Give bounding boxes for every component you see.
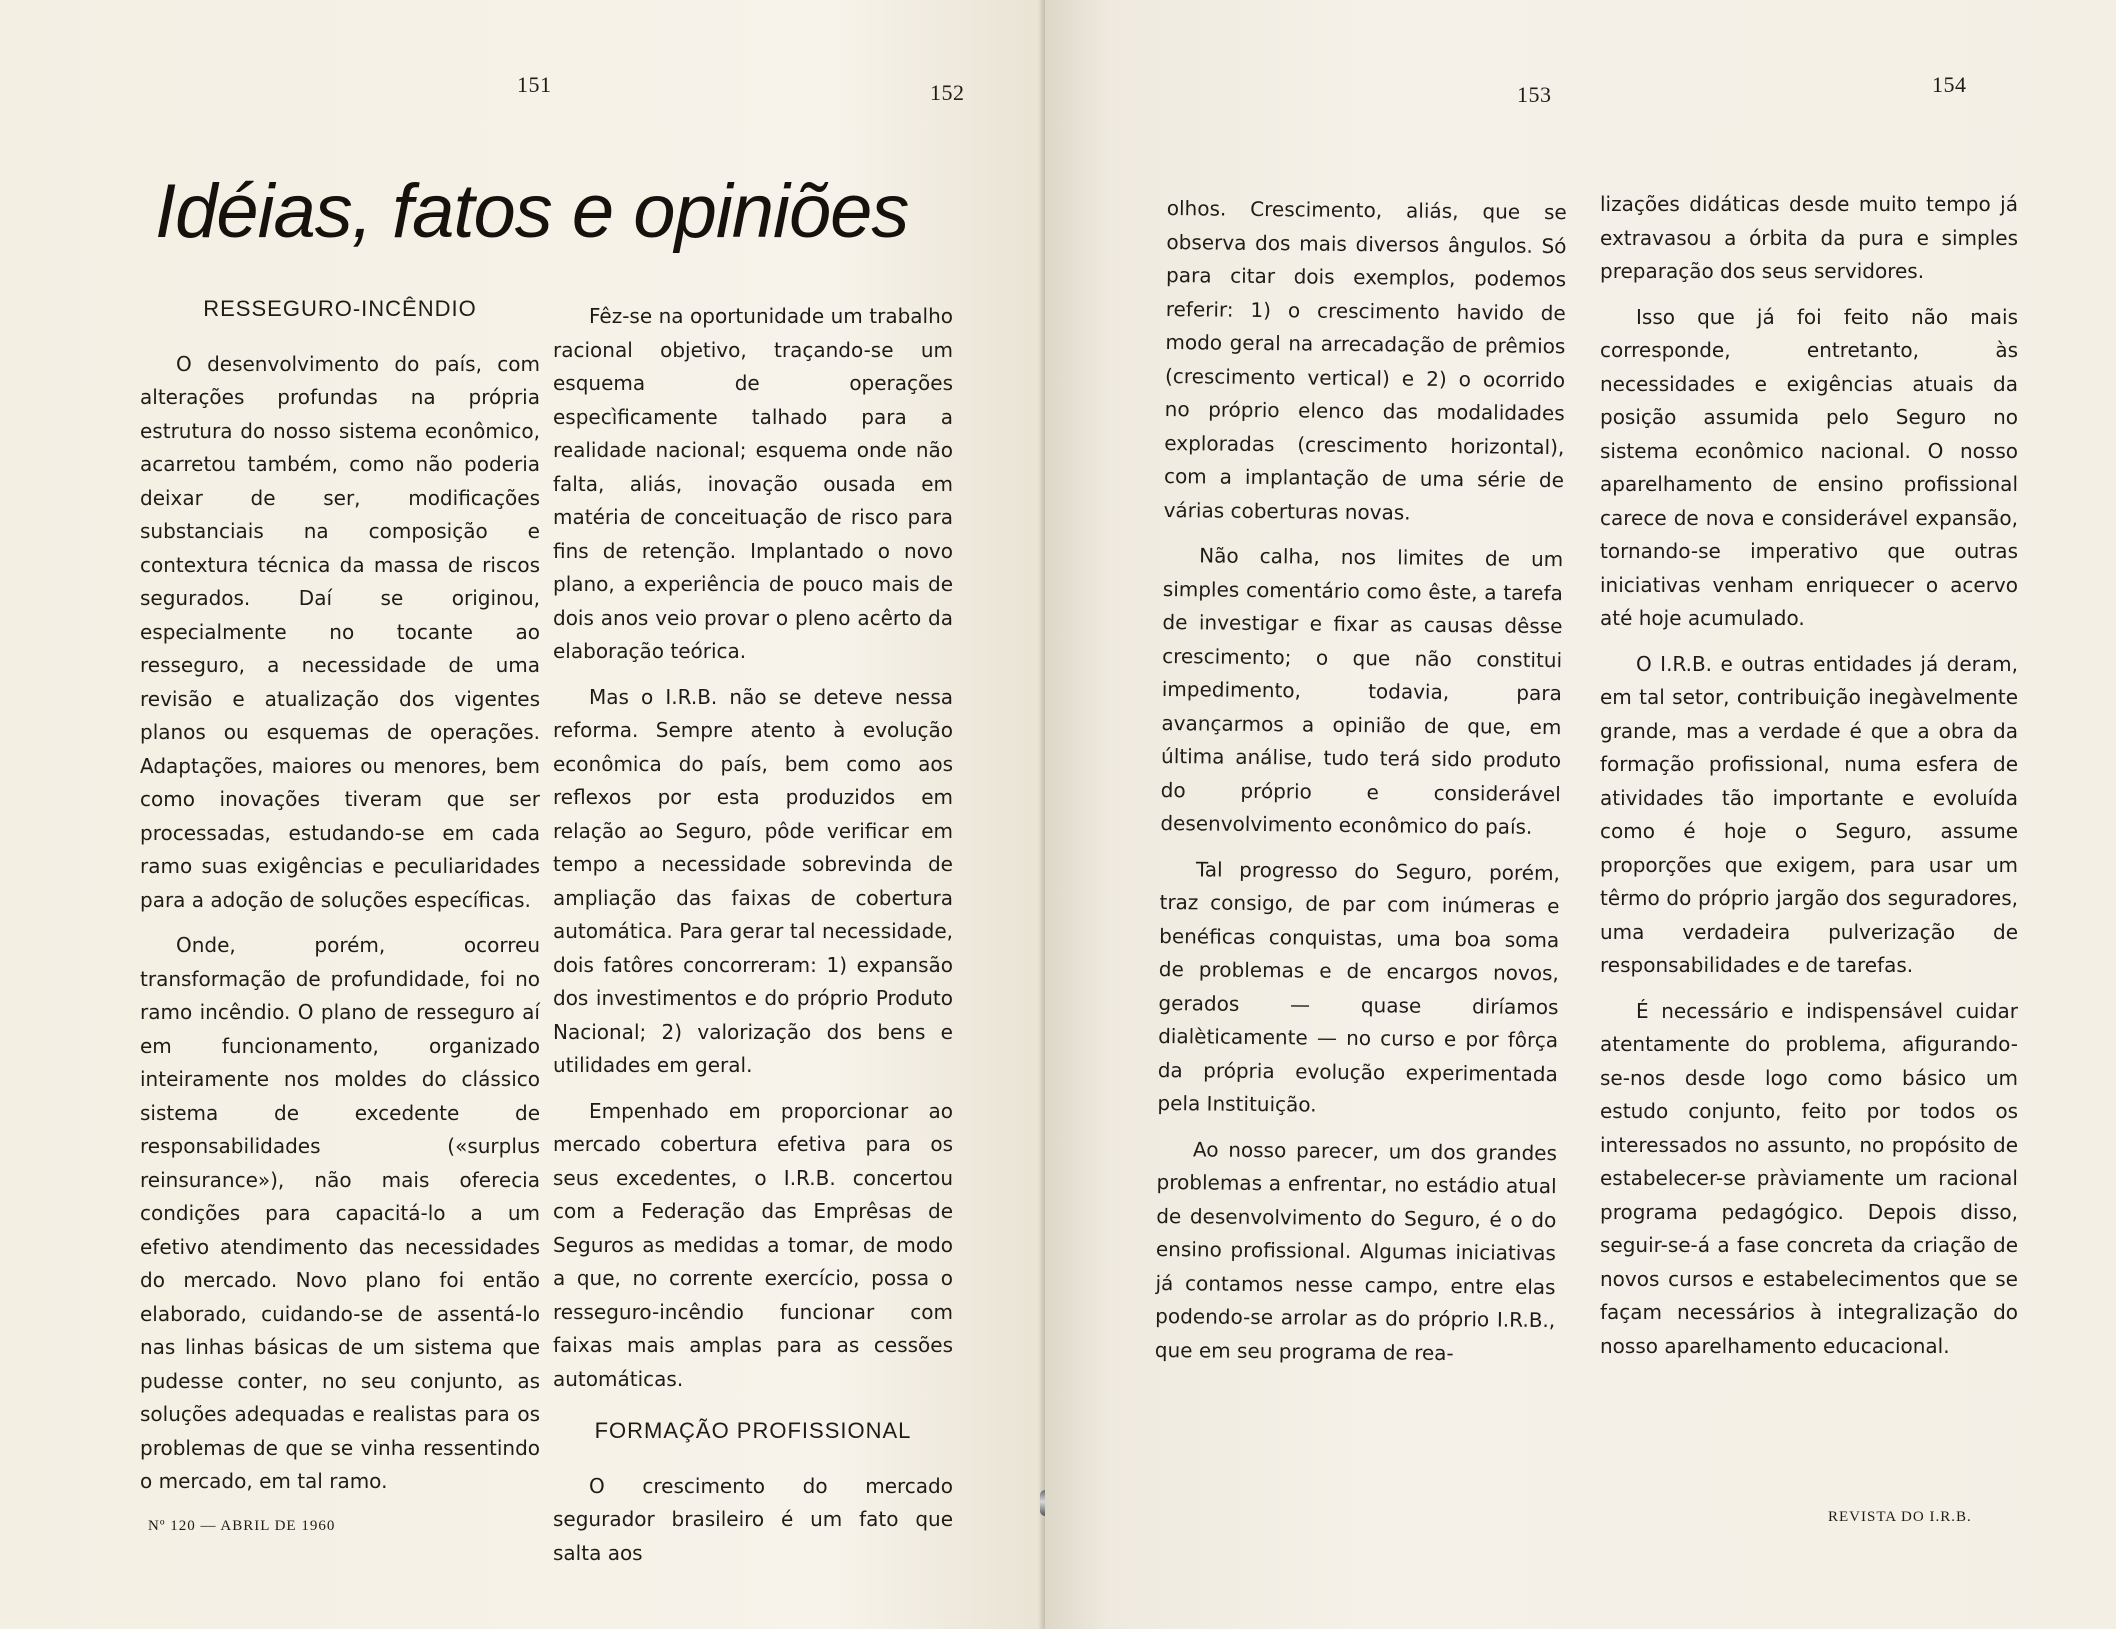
- paragraph: Onde, porém, ocorreu transformação de profundidade, foi no ramo incêndio. O plano de resseguro aí em funcionamento, organizado inteiramente nos moldes do clássico sistema de excedente de responsabilidades («surplus reinsurance»), não mais oferecia condições para capacitá-lo a um efetivo atendimento das necessidades do mercado. Novo plano foi então elaborado, cuidando-se de assentá-lo nas linhas básicas de um sistema que pudesse conter, no seu conjunto, as soluções adequadas e realistas para os problemas de que se vinha ressentindo o mercado, em tal ramo.: [140, 933, 540, 1493]
- right-page: [1045, 0, 2116, 1629]
- column-3: [1155, 192, 1567, 1383]
- column-1: [140, 292, 540, 1511]
- footer-magazine: REVISTA DO I.R.B.: [1828, 1509, 1972, 1525]
- paragraph: Empenhado em proporcionar ao mercado cobertura efetiva para os seus excedentes, o I.R.B. concertou com a Federação das Emprêsas de Seguros as medidas a tomar, de modo a que, no corrente exercício, possa o resseguro-incêndio funcionar com faixas mais amplas para as cessões automáticas.: [553, 1098, 953, 1391]
- page-number-153: 153: [1517, 82, 1552, 107]
- paragraph: Ao nosso parecer, um dos grandes problemas a enfrentar, no estádio atual de desenvolvimento do Seguro, é o do ensino profissional. Algumas iniciativas já contamos nesse campo, entre elas podendo-se arrolar as do próprio I.R.B., que em seu programa de rea-: [1154, 1136, 1558, 1365]
- paragraph: lizações didáticas desde muito tempo já extravasou a órbita da pura e simples preparação dos seus servidores.: [1600, 192, 2018, 283]
- paragraph: O crescimento do mercado segurador brasileiro é um fato que salta aos: [553, 1473, 953, 1565]
- section-heading-resseguro: RESSEGURO-INCÊNDIO: [203, 296, 477, 321]
- paragraph: Mas o I.R.B. não se deteve nessa reforma. Sempre atento à evolução econômica do país, bem como aos reflexos por esta produzidos em relação ao Seguro, pôde verificar em tempo a necessidade sobrevinda de ampliação das faixas de cobertura automática. Para gerar tal necessidade, dois fatôres concorreram: 1) expansão dos investimentos e do próprio Produto Nacional; 2) valorização dos bens e utilidades em geral.: [553, 684, 953, 1077]
- left-page: [0, 0, 1045, 1629]
- page-number-152: 152: [930, 80, 965, 105]
- paragraph: Tal progresso do Seguro, porém, traz consigo, de par com inúmeras e benéficas conquistas, uma boa soma de problemas e de encargos novos, gerados — quase diríamos dialèticamente — no curso e por fôrça da própria evolução experimentada pela Instituição.: [1157, 856, 1561, 1117]
- paragraph: O I.R.B. e outras entidades já deram, em tal setor, contribuição inegàvelmente grande, mas a verdade é que a obra da formação profissional, numa esfera de atividades tão importante e evoluída como é hoje o Seguro, assume proporções que exigem, para usar um têrmo do próprio jargão dos seguradores, uma verdadeira pulverização de responsabilidades e de tarefas.: [1600, 651, 2018, 977]
- footer-issue: Nº 120 — ABRIL DE 1960: [148, 1518, 336, 1534]
- page-number-151: 151: [517, 72, 552, 97]
- section-heading-formacao: FORMAÇÃO PROFISSIONAL: [594, 1418, 912, 1443]
- paragraph: O desenvolvimento do país, com alterações profundas na própria estrutura do nosso sistema econômico, acarretou também, como não poderia deixar de ser, modificações substanciais na composição e contextura técnica da massa de riscos segurados. Daí se originou, especialmente no tocante ao resseguro, a necessidade de uma revisão e atualização dos vigentes planos ou esquemas de operações. Adaptações, maiores ou menores, bem como inovações tiveram que ser processadas, estudando-se em cada ramo suas exigências e peculiaridades para a adoção de soluções específicas.: [140, 351, 540, 912]
- article-title: Idéias, fatos e opiniões: [155, 169, 909, 254]
- paragraph: Fêz-se na oportunidade um trabalho racional objetivo, traçando-se um esquema de operações especìficamente talhado para a realidade nacional; esquema onde não falta, aliás, inovação ousada em matéria de conceituação de risco para fins de retenção. Implantado o novo plano, a experiência de pouco mais de dois anos veio provar o pleno acêrto da elaboração teórica.: [553, 304, 953, 663]
- paragraph: olhos. Crescimento, aliás, que se observa dos mais diversos ângulos. Só para citar dois exemplos, podemos referir: 1) o crescimento havido de modo geral na arrecadação de prêmios (crescimento vertical) e 2) o ocorrido no próprio elenco das modalidades exploradas (crescimento horizontal), com a implantação de uma série de várias coberturas novas.: [1163, 195, 1567, 525]
- paragraph: Não calha, nos limites de um simples comentário como êste, a tarefa de investigar e fixar as causas dêsse crescimento; o que não constitui impedimento, todavia, para avançarmos a opinião de que, em última análise, tudo terá sido produto do próprio e considerável desenvolvimento econômico do país.: [1160, 543, 1564, 839]
- page-number-154: 154: [1932, 72, 1967, 97]
- paragraph: É necessário e indispensável cuidar atentamente do problema, afigurando-se-nos desde logo como básico um estudo conjunto, feito por todos os interessados no assunto, no propósito de estabelecer-se pràviamente um racional programa pedagógico. Depois disso, seguir-se-á a fase concreta da criação de novos cursos e estabelecimentos que se façam necessários à integralização do nosso aparelhamento educacional.: [1600, 998, 2018, 1358]
- column-4: [1600, 188, 2018, 1375]
- column-2: [553, 300, 953, 1582]
- paragraph: Isso que já foi feito não mais corresponde, entretanto, às necessidades e exigências atuais da posição assumida pelo Seguro no sistema econômico nacional. O nosso aparelhamento de ensino profissional carece de nova e considerável expansão, tornando-se imperativo que outras iniciativas venham enriquecer o acervo até hoje acumulado.: [1600, 304, 2018, 630]
